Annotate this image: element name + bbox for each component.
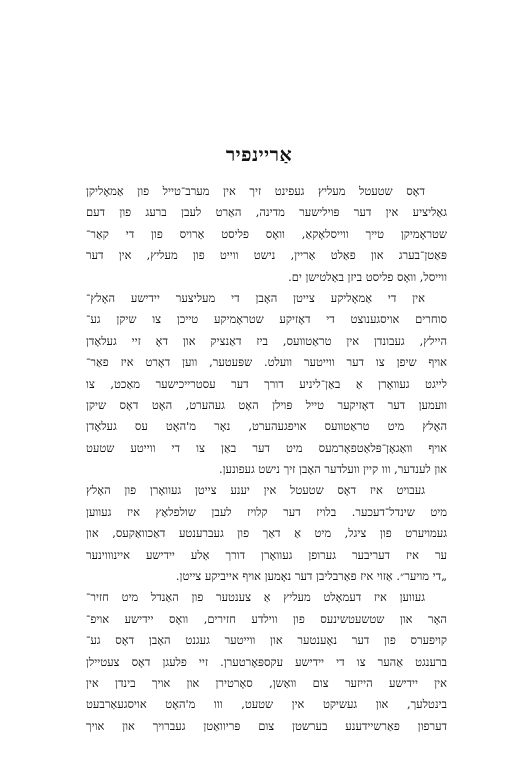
text-line: לייגט געוואָרן אַ באַן־ליניע דורך דער עסטרייכישער מאַכט, צו <box>86 376 447 391</box>
chapter-title: אַריינפיר <box>225 144 293 166</box>
text-line: האָלץ מיט טראַטוועס אויפגעהערט, נאָר מ'האָט עס געלאָדן <box>86 419 447 434</box>
text-line: גאַליציע אין דער פּוילישער מדינה, האַרט לעבן ברעג פון דעם <box>86 205 447 220</box>
text-line: ער איז דעריבער גערופן געוואָרן דורך אַלע יידישע איינוווינער <box>86 547 447 562</box>
text-line: דאָס שטעטל מעליץ געפינט זיך אין מערב־טייל פון אַמאָליקן <box>86 184 425 198</box>
text-line: שטראָמיקן טייך ווייסלאָקאַ, וואָס פליסט אַרויס פון די קאַר־ <box>86 226 447 241</box>
text-line: געבויט איז דאָס שטעטל אין יענע צייטן געוואָרן פון האָלץ <box>86 483 425 498</box>
paragraph-4 <box>86 587 447 737</box>
body-text <box>86 181 447 737</box>
text-line: בינטלעך, און געשיקט אין שטעט, ווו מ'האָט אויסגעאַרבעט <box>86 697 447 712</box>
text-line: פּאַטן־בערג און פאַלט אַריין, נישט ווייט פון מעליץ, אין דער <box>86 248 447 263</box>
text-line: אין די אַמאָליקע צייטן האָבן די מעליצער יידישע האָלץ־ <box>86 290 425 305</box>
text-line: ווייסל, וואָס פליסט ביזן באַלטישן ים. <box>288 269 447 284</box>
text-line: סוחרים אויסגענוצט די דאָזיקע שטראָמיקע טייכן צו שיקן גע־ <box>86 312 447 327</box>
paragraph-2 <box>86 288 447 481</box>
paragraph-1 <box>86 181 447 288</box>
text-line: אין יידישע הייזער צום וואַשן, סאָרטירן און אויך בינדן אין <box>86 675 447 690</box>
text-line: און לענדער, ווו קיין וועלדער האָבן זיך נישט געפונען. <box>218 462 447 477</box>
text-line: „די מויער״. אַזוי איז פאַרבליבן דער נאָמען אויף אייביקע צייטן. <box>175 569 447 584</box>
text-line: האָר און שטשעטשינעס פון ווילדע חזירים, וואָס יידישע אויפ־ <box>86 611 447 626</box>
text-line: געמויערט פון ציגל, מיט אַ דאַך פון געברענטע דאַכוואַקעס, און <box>86 526 447 541</box>
text-line: היילץ, געבונדן אין טראַטוועס, ביז דאַנציק און דאָ זיי געלאָדן <box>86 333 447 348</box>
text-line: געווען איז דעמאָלט מעליץ אַ צענטער פון האַנדל מיט חזיר־ <box>86 590 425 605</box>
text-line: דערפון פאַרשיידענע בערשטן צום פּריוואַטן געברויך און אויך <box>86 718 447 733</box>
text-line: קויפערס פון דער נאָענטער און ווייטער געגנט האָבן דאָס גע־ <box>86 633 447 648</box>
text-line: מיט שינדל־דעכער. בלויז דער קלויז לעבן שולפלאַץ איז געווען <box>86 504 447 519</box>
text-line: ברענגט אַהער צו די יידישע עקספּאָרטערן. זיי פלעגן דאָס צעטיילן <box>86 654 447 669</box>
text-line: אויף שיפן צו דער ווייטער וועלט. שפּעטער, ווען דאָרט איז פאַר־ <box>86 355 447 370</box>
text-line: אויף וואַגאָן־פּלאַטפאָרמעס מיט דער באַן צו די ווייטע שטעט <box>86 440 447 455</box>
text-line: וועמען דער דאָזיקער טייל פּוילן האָט געהערט, האָט דאָס שיקן <box>86 397 447 412</box>
paragraph-3 <box>86 480 447 587</box>
